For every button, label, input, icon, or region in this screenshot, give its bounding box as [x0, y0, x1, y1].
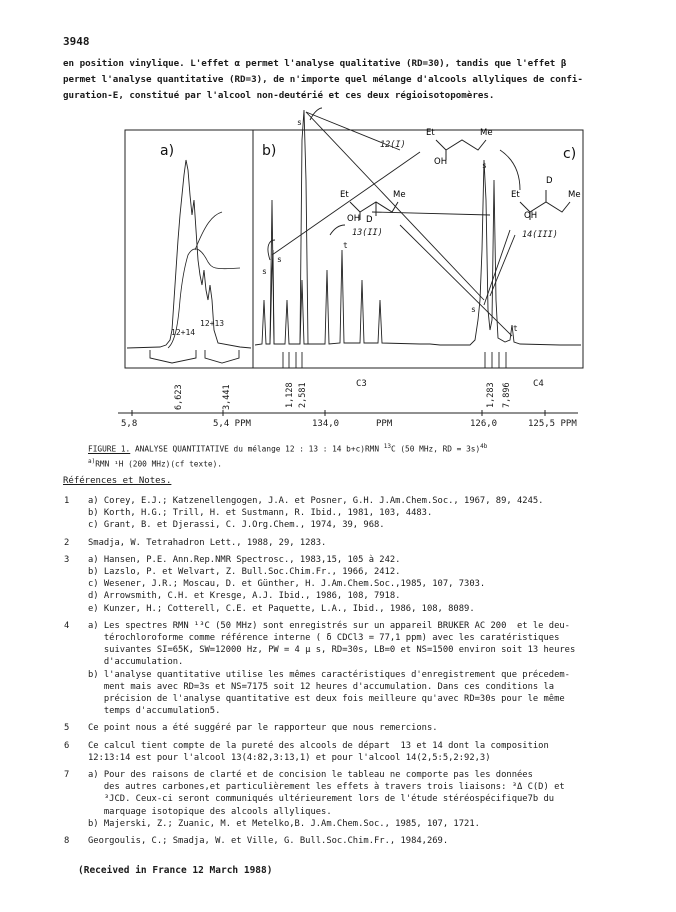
s-label-1: s: [297, 118, 302, 127]
reference-line: b) Majerski, Z.; Zuanic, M. et Metelko,B. J.Am.Chem.Soc., 1985, 107, 1721.: [88, 818, 480, 829]
tick-5-4: 5,4 PPM: [213, 419, 251, 429]
s-label-3: s: [482, 161, 487, 170]
reference-line: Georgoulis, C.; Smadja, W. et Ville, G. Bull.Soc.Chim.Fr., 1984,269.: [88, 836, 449, 847]
reference-item: [60, 722, 660, 734]
svg-text:Et: Et: [511, 190, 520, 200]
reference-line: ³JCD. Ceux-ci seront communiqués ultérieurement lors de l'étude stéréospécifique7b du: [88, 794, 555, 805]
svg-text:Me: Me: [393, 190, 406, 200]
caption-line-2: $^{a)}$RMN ¹H (200 MHz)(cf texte).: [88, 457, 222, 469]
tick-134: 134,0: [312, 419, 340, 429]
reference-line: b) Lazslo, P. et Welvart, Z. Bull.Soc.Chim.Fr., 1966, 2412.: [88, 567, 401, 578]
integral-b-2: 2,581: [298, 382, 308, 408]
svg-text:OH: OH: [434, 157, 448, 167]
reference-item: [60, 740, 660, 764]
reference-line: e) Kunzer, H.; Cotterell, C.E. et Paquette, L.A., Ibid., 1986, 108, 8089.: [88, 603, 475, 614]
tick-125-5: 125,5 PPM: [528, 419, 577, 429]
integral-b-1: 1,128: [285, 382, 295, 408]
reference-line: précision de l'analyse quantitative est deux fois meilleure qu'avec RD=30s pour le même: [88, 694, 565, 705]
svg-text:Et: Et: [340, 190, 349, 200]
carbon-label-c4: C4: [533, 379, 544, 389]
reference-number: 2: [64, 537, 70, 548]
references-list: [60, 495, 660, 852]
integral-a-2: 3,441: [222, 384, 232, 410]
t-label-1: t: [343, 241, 348, 250]
reference-line: d'accumulation.: [88, 657, 184, 668]
reference-line: Ce calcul tient compte de la pureté des alcools de départ 13 et 14 dont la composition: [88, 740, 549, 751]
carbon-label-c3: C3: [356, 379, 367, 389]
reference-line: a) Pour des raisons de clarté et de concision le tableau ne comporte pas les données: [88, 770, 533, 781]
panel-a-label: a): [160, 143, 175, 159]
reference-number: 1: [64, 496, 70, 506]
panel-bc-frame: [253, 130, 583, 368]
tick-ppm: PPM: [376, 419, 393, 429]
svg-text:Me: Me: [480, 128, 493, 138]
integral-c-1: 1,283: [486, 382, 496, 408]
panel-b-label: b): [262, 143, 277, 159]
reference-line: a) Corey, E.J.; Katzenellengogen, J.A. et Posner, G.H. J.Am.Chem.Soc., 1967, 89, 4245.: [88, 496, 544, 506]
received-date: (Received in France 12 March 1988): [78, 865, 273, 876]
peak-label-12-13: 12+13: [200, 319, 225, 328]
reference-line: d) Arrowsmith, C.H. et Kresge, A.J. Ibid., 1986, 108, 7918.: [88, 591, 401, 602]
reference-line: térochloroforme comme référence interne ( δ CDCl3 = 77,1 ppm) avec les caratéristiques: [88, 633, 560, 644]
reference-item: [60, 537, 660, 549]
reference-line: c) Grant, B. et Djerassi, C. J.Org.Chem., 1974, 39, 968.: [88, 520, 385, 531]
reference-number: 6: [64, 740, 70, 751]
panel-c-label: c): [563, 146, 577, 162]
s-label-4: s: [471, 305, 476, 314]
reference-line: 12:13:14 est pour l'alcool 13(4:82,3:13,1) et pour l'alcool 14(2,5:5,2:92,3): [88, 752, 491, 763]
reference-line: marquage isotopique des alcools allyliques.: [88, 806, 332, 817]
intro-line: guration-E, constitué par l'alcool non-deutérié et ces deux régioisotopomères.: [63, 90, 495, 101]
integral-a-1: 6,623: [174, 384, 184, 410]
reference-line: b) Korth, H.G.; Trill, H. et Sustmann, R. Ibid., 1981, 103, 4483.: [88, 508, 433, 519]
compound-label-12: 12(I): [380, 140, 406, 150]
peak-label-12-14: 12+14: [171, 328, 196, 337]
intro-line: en position vinylique. L'effet α permet l'analyse qualitative (RD=30), tandis que l'effet β: [63, 58, 567, 69]
svg-text:Et: Et: [426, 128, 435, 138]
intro-line: permet l'analyse quantitative (RD=3), de n'importe quel mélange d'alcools allyliques de confi-: [63, 74, 583, 85]
references-heading: Références et Notes.: [63, 476, 172, 486]
svg-text:Me: Me: [568, 190, 581, 200]
reference-line: Smadja, W. Tetrahadron Lett., 1988, 29, 1283.: [88, 537, 327, 548]
integral-c-2: 7,896: [502, 382, 512, 408]
reference-item: [60, 620, 660, 718]
reference-line: c) Wesener, J.R.; Moscau, D. et Günther, H. J.Am.Chem.Soc.,1985, 107, 7303.: [88, 579, 486, 590]
caption-line-1: FIGURE 1. ANALYSE QUANTITATIVE du mélange 12 : 13 : 14 b+c)RMN $^{13}$C (50 MHz, RD = 3s)$^{4b}$: [88, 443, 488, 454]
reference-number: 3: [64, 554, 70, 565]
figure-caption: [88, 441, 487, 470]
reference-item: [60, 769, 660, 830]
reference-number: 7: [64, 770, 70, 781]
reference-number: 8: [64, 836, 70, 847]
s-label-2: s: [277, 255, 282, 264]
reference-item: [60, 554, 660, 615]
reference-item: [60, 495, 660, 532]
reference-line: ment mais avec RD=3s et NS=7175 soit 12 heures d'accumulation. Dans ces conditions la: [88, 681, 555, 692]
reference-number: 4: [64, 620, 70, 631]
reference-line: b) l'analyse quantitative utilise les mêmes caractéristiques d'enregistrement que précedem-: [88, 669, 570, 680]
t-label-2: t: [513, 324, 518, 333]
compound-label-14: 14(III): [522, 230, 558, 240]
page-number: 3948: [63, 35, 90, 48]
reference-line: temps d'accumulation5.: [88, 706, 221, 717]
reference-line: a) Les spectres RMN ¹³C (50 MHz) sont enregistrés sur un appareil BRUKER AC 200 et le deu-: [88, 620, 570, 631]
figure-id: FIGURE 1.: [88, 444, 131, 454]
reference-line: Ce point nous a été suggéré par le rapporteur que nous remercions.: [88, 723, 438, 734]
svg-text:OH: OH: [524, 211, 538, 221]
reference-line: des autres carbones,et particulièrement les effets à travers trois liaisons: ³Δ C(D) et: [88, 782, 565, 793]
s-label-5: s: [262, 267, 267, 276]
reference-number: 5: [64, 723, 70, 734]
reference-item: [60, 835, 660, 847]
svg-text:D: D: [546, 176, 553, 186]
reference-line: suivantes SI=65K, SW=12000 Hz, PW = 4 µ s, RD=30s, LB=0 et NS=1500 environ soit 13 heures: [88, 645, 576, 656]
tick-126: 126,0: [470, 419, 498, 429]
compound-label-13: 13(II): [352, 228, 383, 238]
tick-5-8: 5,8: [121, 419, 138, 429]
svg-text:OH: OH: [347, 214, 361, 224]
reference-line: a) Hansen, P.E. Ann.Rep.NMR Spectrosc., 1983,15, 105 à 242.: [88, 554, 401, 565]
svg-text:D: D: [366, 215, 373, 225]
spectrum-bc: [255, 160, 581, 345]
